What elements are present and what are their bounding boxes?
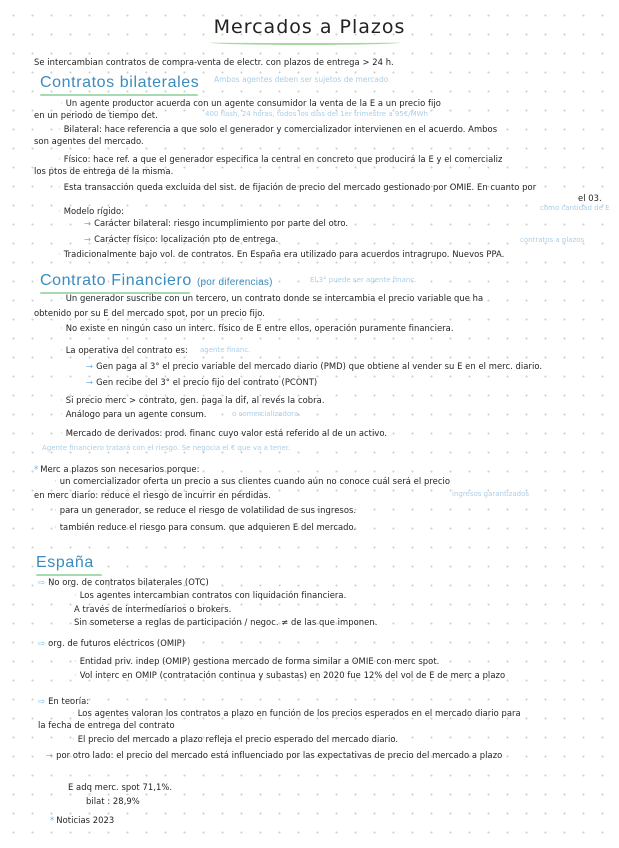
line-intermediarios: A través de intermediarios o brokers. bbox=[74, 604, 232, 614]
line-noticias: * Noticias 2023 bbox=[50, 815, 115, 825]
heading-underline bbox=[40, 94, 198, 96]
line-gen-recibe: → Gen recibe del 3° el precio fijo del contrato (PCONT) bbox=[86, 377, 318, 387]
line-agentes-mercado: son agentes del mercado. bbox=[34, 136, 144, 146]
heading-contrato-financiero: Contrato Financiero (por diferencias) bbox=[40, 272, 273, 289]
line-generador-riesgo: · para un generador, se reduce el riesgo de volatilidad de sus ingresos. bbox=[54, 505, 357, 515]
line-agentes-intercambian: · Los agentes intercambian contratos con liquidación financiera. bbox=[74, 590, 347, 600]
line-obtenido: obtenido por su E del mercado spot, por un precio fijo. bbox=[34, 308, 265, 318]
heading-contratos-bilaterales: Contratos bilaterales bbox=[40, 74, 200, 91]
line-bilateral: · Bilateral: hace referencia a que solo el generador y comercializador intervienen en el acuerdo. Ambos bbox=[58, 124, 498, 134]
note-comercializadora: o comercializadora. bbox=[232, 410, 301, 418]
note-tercero: El 3° puede ser agente financ. bbox=[310, 276, 417, 284]
line-org-futuros: ⇨ org. de futuros eléctricos (OMIP) bbox=[38, 638, 186, 648]
line-en-teoria: ⇨ En teoría: bbox=[38, 696, 90, 706]
line-e-adq: E adq merc. spot 71,1%. bbox=[68, 782, 173, 792]
line-sin-someterse: Sin someterse a reglas de participación / negoc. ≠ de las que imponen. bbox=[74, 617, 378, 627]
side-eo: el 03. bbox=[578, 193, 602, 203]
line-vol-interc: · Vol interc en OMIP (contratación continua y subastas) en 2020 fue 12% del vol de E de merc a plazo bbox=[74, 670, 506, 680]
line-caracter-bilateral: → Carácter bilateral: riesgo incumplimiento por parte del otro. bbox=[84, 218, 349, 228]
line-agente-productor: · Un agente productor acuerda con un agente consumidor la venta de la E a un precio fijo bbox=[60, 98, 441, 108]
line-generador-suscribe: · Un generador suscribe con un tercero, un contrato donde se intercambia el precio variable que ha bbox=[60, 293, 484, 303]
line-merc-diario: en merc diario: reduce el riesgo de incurrir en pérdidas. bbox=[34, 490, 271, 500]
note-ingresos: ingresos garantizados bbox=[452, 490, 530, 498]
line-si-precio: · Si precio merc > contrato, gen. paga la dif, al revés la cobra. bbox=[60, 395, 325, 405]
line-precio-refleja: · El precio del mercado a plazo refleja el precio esperado del mercado diario. bbox=[72, 734, 399, 744]
heading-underline-espana bbox=[36, 574, 102, 576]
line-ptos-entrega: los ptos de entrega de la misma. bbox=[34, 166, 174, 176]
note-sujetos: Ambos agentes deben ser sujetos de mercado bbox=[214, 75, 389, 84]
line-fecha-entrega: la fecha de entrega del contrato bbox=[38, 720, 175, 730]
line-agentes-valoran: · Los agentes valoran los contratos a plazo en función de los precios esperados en el mercado diario para bbox=[72, 708, 521, 718]
line-comercializador: · un comercializador oferta un precio a sus clientes cuando aún no conoce cuál será el precio bbox=[54, 476, 451, 486]
line-fisico: · Físico: hace ref. a que el generador especifica la central en concreto que producirá la E y el comercializ bbox=[58, 154, 503, 164]
line-analogo: · Análogo para un agente consum. bbox=[60, 409, 207, 419]
line-no-org: ⇨ No org. de contratos bilaterales (OTC) bbox=[38, 577, 209, 587]
line-consum-riesgo: · también reduce el riesgo para consum. que adquieren E del mercado. bbox=[54, 522, 357, 532]
note-cantidad: como cantidad de E bbox=[540, 204, 610, 212]
line-necesarios: * Merc a plazos son necesarios porque: bbox=[34, 464, 200, 474]
line-no-existe: · No existe en ningún caso un interc. físico de E entre ellos, operación puramente financiera. bbox=[60, 323, 454, 333]
note-time: 400 flash, 24 horas, todos los días del 1er trimestre a 95€/MWh bbox=[205, 110, 428, 118]
line-entidad-priv: · Entidad priv. indep (OMIP) gestiona mercado de forma similar a OMIE con merc spot. bbox=[74, 656, 440, 666]
note-contratos-plazos: contratos a plazos bbox=[520, 236, 585, 244]
line-periodo: en un periodo de tiempo det. bbox=[34, 110, 158, 120]
page-title: Mercados a Plazos bbox=[213, 16, 406, 38]
line-derivados: · Mercado de derivados: prod. financ cuyo valor está referido al de un activo. bbox=[60, 428, 388, 438]
heading-espana: España bbox=[36, 554, 94, 571]
note-agente-financ: agente financ. bbox=[200, 346, 251, 354]
note-agente-financiero: Agente financiero tratará con el riesgo. Se negocia el € que va a tener. bbox=[42, 444, 291, 452]
line-operativa: · La operativa del contrato es: bbox=[60, 345, 188, 355]
line-transaccion: · Esta transacción queda excluida del sist. de fijación de precio del mercado gestionado por OMIE. En cuanto por bbox=[58, 182, 537, 192]
intro-text: Se intercambian contratos de compra-venta de electr. con plazos de entrega > 24 h. bbox=[34, 57, 394, 67]
line-caracter-fisico: → Carácter físico: localización pto de entrega. bbox=[84, 234, 279, 244]
title-underline bbox=[210, 40, 400, 45]
line-gen-paga: → Gen paga al 3° el precio variable del mercado diario (PMD) que obtiene al vender su E en el merc. diario. bbox=[86, 361, 543, 371]
line-por-otro-lado: → por otro lado: el precio del mercado está influenciado por las expectativas de precio del mercado a plazo bbox=[46, 750, 503, 760]
line-modelo-rigido: · Modelo rígido: bbox=[58, 206, 125, 216]
heading-sub: (por diferencias) bbox=[196, 277, 273, 288]
line-tradicionalmente: · Tradicionalmente bajo vol. de contratos. En España era utilizado para acuerdos intragrupo. Nuevos PPA. bbox=[58, 249, 505, 259]
line-bilat: bilat : 28,9% bbox=[86, 796, 140, 806]
